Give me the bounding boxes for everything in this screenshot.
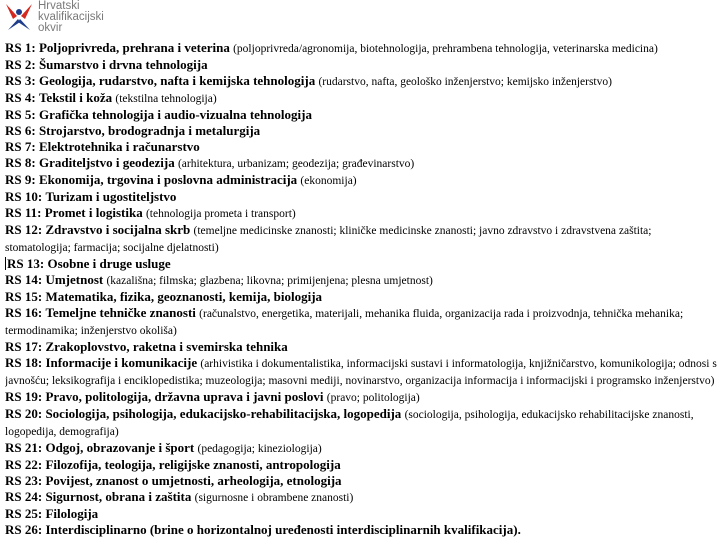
sector-detail: (arhitektura, urbanizam; geodezija; građevinarstvo) (177, 158, 415, 170)
sector-detail: (računalstvo, energetika, materijali, mehanika fluida, organizacija rada i proizvodnja, tehnička mehanika; termodinamika; inženjerstvo okoliša) (5, 308, 684, 337)
sector-code: RS 8: (5, 155, 36, 170)
sector-code: RS 12: (5, 222, 43, 237)
sector-code: RS 17: (5, 339, 43, 354)
sector-title: Osobne i druge usluge (47, 256, 171, 271)
sector-code: RS 16: (5, 305, 43, 320)
sector-detail: (sigurnosne i obrambene znanosti) (194, 492, 354, 504)
sector-row (5, 40, 717, 57)
sector-title: Temeljne tehničke znanosti (45, 305, 196, 320)
logo-text (38, 1, 104, 34)
sector-code: RS 7: (5, 139, 36, 154)
sector-title: Umjetnost (45, 272, 104, 287)
sector-code: RS 6: (5, 123, 36, 138)
sector-title: Sigurnost, obrana i zaštita (45, 489, 192, 504)
sector-row (5, 506, 717, 522)
sector-code: RS 13: (7, 256, 45, 271)
sector-row (5, 406, 717, 440)
sector-code: RS 4: (5, 90, 36, 105)
logo-line-2: kvalifikacijski (38, 11, 104, 23)
sector-title: Sociologija, psihologija, edukacijsko-rehabilitacijska, logopedija (45, 406, 402, 421)
sector-title: Zdravstvo i socijalna skrb (45, 222, 191, 237)
sector-code: RS 3: (5, 73, 36, 88)
sector-detail: (arhivistika i dokumentalistika, informacijski sustavi i informatologija, knjižničarstvo, komunikologija; odnosi s javnošću; leksikografija i enciklopedistika; muzeologija; masovni mediji, novinarstvo, organizacija informacija i informacijski i programsko inženjerstvo) (5, 358, 717, 387)
sector-code: RS 1: (5, 40, 36, 55)
sector-title: Informacije i komunikacije (45, 355, 198, 370)
sector-title: Šumarstvo i drvna tehnologija (38, 57, 208, 72)
sector-title: Poljoprivreda, prehrana i veterina (38, 40, 230, 55)
hko-logo-mark-icon (2, 0, 36, 34)
sector-row (5, 440, 717, 457)
sector-title: Pravo, politologija, državna uprava i javni poslovi (45, 389, 324, 404)
sector-code: RS 10: (5, 189, 43, 204)
sector-title: Zrakoplovstvo, raketna i svemirska tehnika (45, 339, 288, 354)
sector-row (5, 522, 717, 538)
sector-title: Grafička tehnologija i audio-vizualna tehnologija (38, 107, 312, 122)
sector-detail: (poljoprivreda/agronomija, biotehnologija, prehrambena tehnologija, veterinarska medicina) (233, 43, 658, 55)
sector-title: Elektrotehnika i računarstvo (38, 139, 200, 154)
sector-row (5, 73, 717, 90)
sector-code: RS 15: (5, 289, 43, 304)
sector-code: RS 22: (5, 457, 43, 472)
sector-detail: (sociologija, psihologija, edukacijsko rehabilitacijske znanosti, logopedija, demografija) (5, 409, 694, 438)
logo-line-3: okvir (38, 22, 63, 34)
sector-title: Tekstil i koža (38, 90, 113, 105)
sector-code: RS 11: (5, 205, 42, 220)
sector-row (5, 256, 717, 272)
sector-row (5, 155, 717, 172)
hko-logo (2, 0, 152, 40)
sector-title: Filozofija, teologija, religijske znanosti, antropologija (45, 457, 341, 472)
sector-detail: (pravo; politologija) (326, 392, 420, 404)
sector-detail: (pedagogija; kineziologija) (197, 443, 322, 455)
sector-code: RS 5: (5, 107, 36, 122)
sector-detail: (tehnologija prometa i transport) (145, 208, 296, 220)
sector-code: RS 23: (5, 473, 43, 488)
sector-title: Geologija, rudarstvo, nafta i kemijska tehnologija (38, 73, 316, 88)
sector-row (5, 189, 717, 205)
sector-row (5, 205, 717, 222)
sector-detail: (temeljne medicinske znanosti; kliničke medicinske znanosti; javno zdravstvo i zdravstvena zaštita; stomatologija; farmacija; socijalne djelatnosti) (5, 225, 652, 254)
sector-row (5, 57, 717, 73)
sector-code: RS 9: (5, 172, 36, 187)
sector-code: RS 21: (5, 440, 43, 455)
sector-title: Matematika, fizika, geoznanosti, kemija, biologija (45, 289, 323, 304)
sector-row (5, 457, 717, 473)
sector-row (5, 389, 717, 406)
sector-title: Ekonomija, trgovina i poslovna administracija (38, 172, 298, 187)
sector-row (5, 139, 717, 155)
sector-detail: (rudarstvo, nafta, geološko inženjerstvo; kemijsko inženjerstvo) (318, 76, 612, 88)
sector-row (5, 305, 717, 339)
sector-detail: (tekstilna tehnologija) (115, 93, 217, 105)
sector-code: RS 26: (5, 522, 43, 537)
sector-row (5, 90, 717, 107)
sector-row (5, 473, 717, 489)
sector-code: RS 20: (5, 406, 43, 421)
sector-title: Odgoj, obrazovanje i šport (45, 440, 195, 455)
sector-row (5, 355, 717, 389)
sector-row (5, 272, 717, 289)
sector-title: Filologija (45, 506, 99, 521)
sector-title: Povijest, znanost o umjetnosti, arheologija, etnologija (45, 473, 342, 488)
sector-title: Promet i logistika (44, 205, 143, 220)
sector-list (5, 40, 717, 538)
sector-code: RS 19: (5, 389, 43, 404)
sector-row (5, 339, 717, 355)
sector-row (5, 107, 717, 123)
sector-code: RS 18: (5, 355, 43, 370)
sector-code: RS 24: (5, 489, 43, 504)
sector-detail: (ekonomija) (300, 175, 357, 187)
sector-code: RS 14: (5, 272, 43, 287)
sector-row (5, 489, 717, 506)
sector-detail: (kazališna; filmska; glazbena; likovna; primijenjena; plesna umjetnost) (106, 275, 433, 287)
sector-code: RS 25: (5, 506, 43, 521)
sector-code: RS 2: (5, 57, 36, 72)
sector-title: Turizam i ugostiteljstvo (45, 189, 177, 204)
logo-line-1: Hrvatski (38, 0, 80, 12)
sector-row (5, 123, 717, 139)
sector-title: Graditeljstvo i geodezija (38, 155, 175, 170)
sector-title: Interdisciplinarno (brine o horizontalnoj uređenosti interdisciplinarnih kvalifikacija). (45, 522, 521, 537)
sector-row (5, 222, 717, 256)
sector-title: Strojarstvo, brodogradnja i metalurgija (38, 123, 261, 138)
text-cursor (5, 257, 6, 270)
sector-row (5, 172, 717, 189)
sector-row (5, 289, 717, 305)
